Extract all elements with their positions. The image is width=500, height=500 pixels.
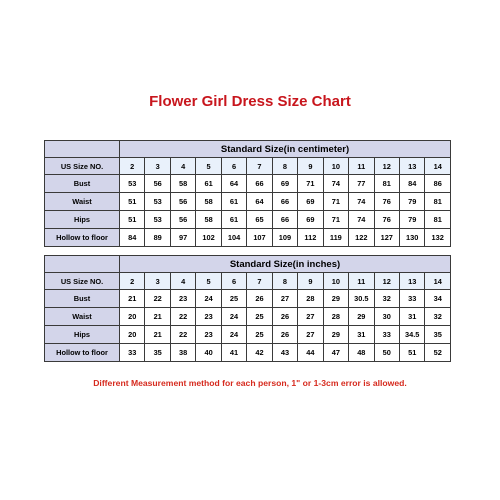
value-cell: 127 — [374, 229, 399, 247]
value-cell: 51 — [399, 344, 424, 362]
value-cell: 64 — [221, 175, 246, 193]
value-cell: 35 — [145, 344, 170, 362]
row-label: Hollow to floor — [45, 344, 120, 362]
value-cell: 28 — [323, 308, 348, 326]
size-cell: 8 — [272, 273, 297, 290]
table-row — [45, 229, 451, 247]
value-cell: 24 — [196, 290, 221, 308]
value-cell: 89 — [145, 229, 170, 247]
value-cell: 86 — [425, 175, 451, 193]
size-cell: 9 — [298, 273, 323, 290]
value-cell: 32 — [425, 308, 451, 326]
table-row — [45, 326, 451, 344]
value-cell: 76 — [374, 211, 399, 229]
size-table-centimeter — [44, 140, 451, 247]
value-cell: 38 — [170, 344, 195, 362]
row-label: Hips — [45, 211, 120, 229]
value-cell: 76 — [374, 193, 399, 211]
value-cell: 64 — [247, 193, 272, 211]
size-cell: 2 — [120, 273, 145, 290]
table-row — [45, 193, 451, 211]
value-cell: 22 — [145, 290, 170, 308]
value-cell: 34 — [425, 290, 451, 308]
value-cell: 25 — [247, 308, 272, 326]
size-cell: 12 — [374, 273, 399, 290]
value-cell: 23 — [196, 326, 221, 344]
size-table-inches — [44, 255, 451, 362]
table-row — [45, 308, 451, 326]
value-cell: 102 — [196, 229, 221, 247]
value-cell: 30.5 — [349, 290, 374, 308]
value-cell: 26 — [247, 290, 272, 308]
size-cell: 5 — [196, 158, 221, 175]
value-cell: 69 — [298, 193, 323, 211]
value-cell: 31 — [399, 308, 424, 326]
value-cell: 41 — [221, 344, 246, 362]
size-row — [45, 273, 451, 290]
value-cell: 47 — [323, 344, 348, 362]
value-cell: 69 — [298, 211, 323, 229]
value-cell: 22 — [170, 326, 195, 344]
value-cell: 112 — [298, 229, 323, 247]
value-cell: 74 — [349, 211, 374, 229]
value-cell: 71 — [323, 211, 348, 229]
value-cell: 69 — [272, 175, 297, 193]
value-cell: 30 — [374, 308, 399, 326]
value-cell: 28 — [298, 290, 323, 308]
row-label: Hollow to floor — [45, 229, 120, 247]
value-cell: 51 — [120, 193, 145, 211]
value-cell: 24 — [221, 308, 246, 326]
value-cell: 21 — [145, 308, 170, 326]
value-cell: 43 — [272, 344, 297, 362]
value-cell: 21 — [120, 290, 145, 308]
value-cell: 79 — [399, 211, 424, 229]
value-cell: 26 — [272, 308, 297, 326]
value-cell: 33 — [399, 290, 424, 308]
table-row — [45, 344, 451, 362]
value-cell: 29 — [349, 308, 374, 326]
value-cell: 24 — [221, 326, 246, 344]
value-cell: 71 — [298, 175, 323, 193]
value-cell: 66 — [272, 211, 297, 229]
value-cell: 97 — [170, 229, 195, 247]
size-cell: 5 — [196, 273, 221, 290]
value-cell: 84 — [399, 175, 424, 193]
value-cell: 61 — [221, 193, 246, 211]
value-cell: 61 — [221, 211, 246, 229]
size-label: US Size NO. — [45, 273, 120, 290]
value-cell: 31 — [349, 326, 374, 344]
value-cell: 66 — [247, 175, 272, 193]
row-label: Bust — [45, 175, 120, 193]
row-label: Waist — [45, 308, 120, 326]
value-cell: 81 — [425, 211, 451, 229]
table-heading: Standard Size(in inches) — [120, 256, 451, 273]
value-cell: 84 — [120, 229, 145, 247]
size-cell: 13 — [399, 273, 424, 290]
value-cell: 130 — [399, 229, 424, 247]
value-cell: 50 — [374, 344, 399, 362]
size-cell: 7 — [247, 273, 272, 290]
row-label: Bust — [45, 290, 120, 308]
size-cell: 11 — [349, 273, 374, 290]
table-row — [45, 211, 451, 229]
size-cell: 14 — [425, 158, 451, 175]
value-cell: 77 — [349, 175, 374, 193]
size-cell: 3 — [145, 273, 170, 290]
value-cell: 58 — [196, 211, 221, 229]
value-cell: 44 — [298, 344, 323, 362]
size-cell: 3 — [145, 158, 170, 175]
value-cell: 40 — [196, 344, 221, 362]
value-cell: 29 — [323, 290, 348, 308]
value-cell: 107 — [247, 229, 272, 247]
value-cell: 53 — [145, 211, 170, 229]
size-cell: 7 — [247, 158, 272, 175]
value-cell: 56 — [170, 211, 195, 229]
value-cell: 25 — [221, 290, 246, 308]
value-cell: 20 — [120, 326, 145, 344]
table-heading: Standard Size(in centimeter) — [120, 141, 451, 158]
corner-cell — [45, 256, 120, 273]
measurement-note: Different Measurement method for each person, 1" or 1-3cm error is allowed. — [93, 378, 407, 388]
value-cell: 61 — [196, 175, 221, 193]
value-cell: 26 — [272, 326, 297, 344]
value-cell: 58 — [170, 175, 195, 193]
size-cell: 6 — [221, 273, 246, 290]
value-cell: 104 — [221, 229, 246, 247]
value-cell: 74 — [349, 193, 374, 211]
value-cell: 51 — [120, 211, 145, 229]
heading-row — [45, 256, 451, 273]
size-cell: 10 — [323, 273, 348, 290]
page-title: Flower Girl Dress Size Chart — [149, 93, 351, 110]
value-cell: 35 — [425, 326, 451, 344]
table-row — [45, 290, 451, 308]
value-cell: 81 — [374, 175, 399, 193]
size-cell: 9 — [298, 158, 323, 175]
value-cell: 52 — [425, 344, 451, 362]
value-cell: 66 — [272, 193, 297, 211]
value-cell: 58 — [196, 193, 221, 211]
size-cell: 14 — [425, 273, 451, 290]
value-cell: 23 — [170, 290, 195, 308]
value-cell: 22 — [170, 308, 195, 326]
value-cell: 109 — [272, 229, 297, 247]
value-cell: 27 — [272, 290, 297, 308]
size-cell: 13 — [399, 158, 424, 175]
corner-cell — [45, 141, 120, 158]
size-cell: 8 — [272, 158, 297, 175]
value-cell: 53 — [145, 193, 170, 211]
value-cell: 27 — [298, 326, 323, 344]
row-label: Waist — [45, 193, 120, 211]
value-cell: 132 — [425, 229, 451, 247]
table-row — [45, 175, 451, 193]
value-cell: 56 — [145, 175, 170, 193]
value-cell: 20 — [120, 308, 145, 326]
size-cell: 2 — [120, 158, 145, 175]
value-cell: 42 — [247, 344, 272, 362]
row-label: Hips — [45, 326, 120, 344]
value-cell: 119 — [323, 229, 348, 247]
heading-row — [45, 141, 451, 158]
value-cell: 71 — [323, 193, 348, 211]
value-cell: 122 — [349, 229, 374, 247]
value-cell: 29 — [323, 326, 348, 344]
size-cell: 6 — [221, 158, 246, 175]
size-label: US Size NO. — [45, 158, 120, 175]
value-cell: 74 — [323, 175, 348, 193]
value-cell: 81 — [425, 193, 451, 211]
size-cell: 10 — [323, 158, 348, 175]
size-cell: 12 — [374, 158, 399, 175]
value-cell: 25 — [247, 326, 272, 344]
size-row — [45, 158, 451, 175]
value-cell: 56 — [170, 193, 195, 211]
size-cell: 4 — [170, 273, 195, 290]
value-cell: 32 — [374, 290, 399, 308]
value-cell: 23 — [196, 308, 221, 326]
size-cell: 11 — [349, 158, 374, 175]
value-cell: 34.5 — [399, 326, 424, 344]
size-cell: 4 — [170, 158, 195, 175]
value-cell: 21 — [145, 326, 170, 344]
value-cell: 27 — [298, 308, 323, 326]
value-cell: 48 — [349, 344, 374, 362]
value-cell: 33 — [120, 344, 145, 362]
value-cell: 53 — [120, 175, 145, 193]
value-cell: 33 — [374, 326, 399, 344]
value-cell: 79 — [399, 193, 424, 211]
value-cell: 65 — [247, 211, 272, 229]
